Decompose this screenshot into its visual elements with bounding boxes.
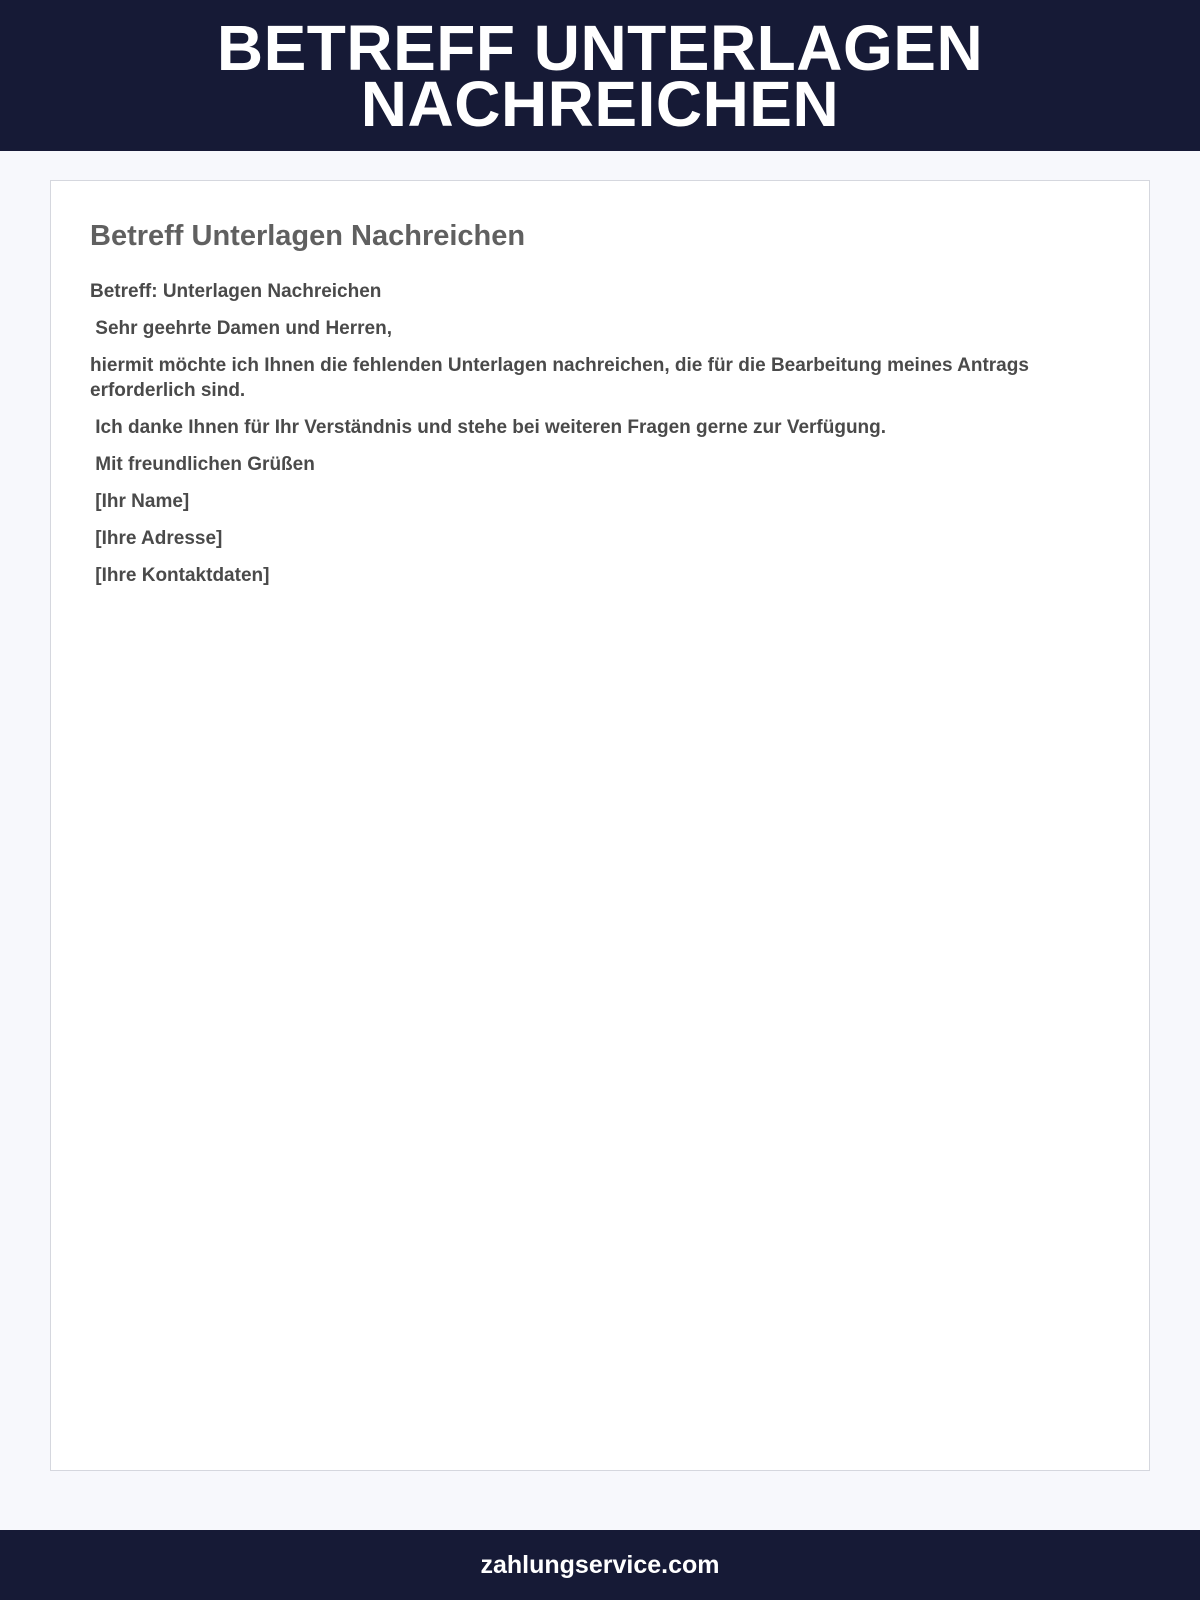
salutation: Sehr geehrte Damen und Herren, xyxy=(90,318,392,339)
body-paragraph-2: Ich danke Ihnen für Ihr Verständnis und stehe bei weiteren Fragen gerne zur Verfügung. xyxy=(90,417,887,438)
body-paragraph-1: hiermit möchte ich Ihnen die fehlenden Unterlagen nachreichen, die für die Bearbeitung meines Antrags erforderlich sind. xyxy=(90,355,1035,401)
footer-site-link[interactable]: zahlungservice.com xyxy=(480,1550,720,1579)
name-placeholder: [Ihr Name] xyxy=(90,491,190,512)
subject-line: Betreff: Unterlagen Nachreichen xyxy=(90,281,382,302)
letter-heading: Betreff Unterlagen Nachreichen xyxy=(90,220,526,252)
banner-title: BETREFF UNTERLAGEN NACHREICHEN xyxy=(216,11,984,140)
closing: Mit freundlichen Grüßen xyxy=(90,454,315,475)
header-banner xyxy=(0,0,1200,151)
contact-placeholder: [Ihre Kontaktdaten] xyxy=(90,565,270,586)
address-placeholder: [Ihre Adresse] xyxy=(90,528,223,549)
letter-card xyxy=(50,180,1150,1471)
footer-bar xyxy=(0,1530,1200,1600)
